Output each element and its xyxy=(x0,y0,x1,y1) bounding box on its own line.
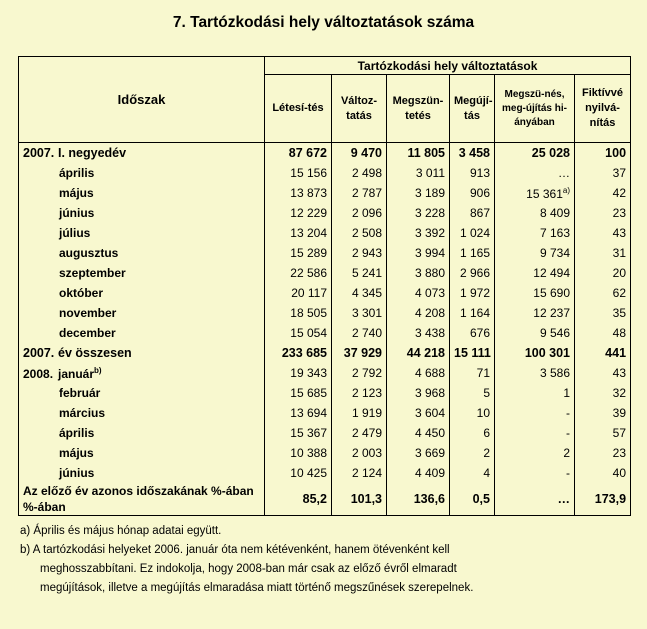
cell-value: 2 xyxy=(483,446,490,460)
cell-value: 15 361 xyxy=(526,186,563,201)
table-cell xyxy=(575,363,631,383)
comparison-value: 173,9 xyxy=(575,483,631,516)
cell-value: 22 586 xyxy=(290,266,327,280)
table-cell xyxy=(495,383,575,403)
cell-value: 31 xyxy=(612,246,627,260)
comparison-value: … xyxy=(495,483,575,516)
table-cell xyxy=(450,283,495,303)
cell-value: 913 xyxy=(469,166,490,180)
table-cell xyxy=(387,463,450,483)
cell-value: 15 289 xyxy=(290,246,327,260)
cell-value: 25 028 xyxy=(531,146,570,160)
row-label xyxy=(19,243,265,263)
table-cell xyxy=(387,183,450,203)
header-group: Tartózkodási hely változtatások xyxy=(265,57,631,75)
table-cell xyxy=(450,323,495,343)
header-col-megujitas: Megújí-tás xyxy=(450,75,495,143)
row-label-text: január xyxy=(58,366,95,381)
cell-value: 35 xyxy=(612,306,627,320)
table-row xyxy=(19,323,631,343)
table-cell xyxy=(387,403,450,423)
cell-value: 3 994 xyxy=(414,246,445,260)
table-cell xyxy=(495,423,575,443)
table-cell xyxy=(332,203,387,223)
table-cell xyxy=(387,343,450,363)
table-cell xyxy=(387,243,450,263)
table-cell xyxy=(495,343,575,363)
page-title: 7. Tartózkodási hely változtatások száma xyxy=(172,14,475,31)
cell-value: 20 117 xyxy=(291,286,327,300)
cell-value: 10 388 xyxy=(290,446,327,460)
row-label xyxy=(19,303,265,323)
cell-value: 40 xyxy=(612,466,627,480)
row-label xyxy=(19,463,265,483)
row-label-text: október xyxy=(59,286,104,300)
row-year: 2008. xyxy=(23,366,54,381)
cell-value: 42 xyxy=(612,186,627,200)
table-cell xyxy=(495,143,575,164)
table-row xyxy=(19,463,631,483)
cell-value: 3 669 xyxy=(414,446,445,460)
table-cell xyxy=(495,303,575,323)
table-cell xyxy=(450,403,495,423)
cell-value: 2 003 xyxy=(351,446,382,460)
table-cell xyxy=(575,243,631,263)
table-cell xyxy=(387,143,450,164)
table-cell xyxy=(495,223,575,243)
cell-value: 12 494 xyxy=(533,266,570,280)
comparison-value: 85,2 xyxy=(265,483,332,516)
table-cell xyxy=(332,223,387,243)
cell-value: 2 966 xyxy=(459,266,490,280)
row-year: 2007. xyxy=(23,346,55,360)
row-label-text: I. negyedév xyxy=(58,146,127,160)
footnote-b-line2: meghosszabbítani. Ez indokolja, hogy 2008-ban már csak az előző évről elmaradt xyxy=(40,563,457,575)
cell-value: 19 343 xyxy=(290,366,327,380)
table-cell xyxy=(387,423,450,443)
table-cell xyxy=(387,443,450,463)
cell-value: 4 688 xyxy=(414,366,445,380)
cell-value: 39 xyxy=(612,406,627,420)
cell-value: 2 740 xyxy=(351,326,382,340)
cell-value: 2 124 xyxy=(351,466,382,480)
row-label-text: április xyxy=(59,166,95,180)
cell-value: 9 734 xyxy=(539,246,570,260)
table-cell xyxy=(387,223,450,243)
table-cell xyxy=(575,183,631,203)
cell-value: 18 505 xyxy=(290,306,327,320)
footnote-marker: b) xyxy=(94,365,102,375)
table-cell xyxy=(450,383,495,403)
cell-value: 37 929 xyxy=(343,346,382,360)
table-cell xyxy=(575,423,631,443)
row-label-text: szeptember xyxy=(59,266,126,280)
row-label-text: március xyxy=(59,406,106,420)
row-label-text: február xyxy=(59,386,101,400)
footnote-marker: a) xyxy=(562,185,570,195)
table-cell xyxy=(265,223,332,243)
table-cell xyxy=(387,303,450,323)
table-cell xyxy=(332,403,387,423)
cell-value: 87 672 xyxy=(288,146,327,160)
cell-value: 100 301 xyxy=(524,346,570,360)
table-cell xyxy=(265,443,332,463)
header-col-megszuntetes: Megszün-tetés xyxy=(387,75,450,143)
cell-value: 1 972 xyxy=(459,286,490,300)
cell-value: 9 470 xyxy=(350,146,382,160)
table-cell xyxy=(495,323,575,343)
table-cell xyxy=(495,203,575,223)
table-cell xyxy=(450,343,495,363)
row-label-text: május xyxy=(59,446,94,460)
row-label-text: augusztus xyxy=(59,246,119,260)
table-cell xyxy=(387,323,450,343)
cell-value: 2 479 xyxy=(351,426,382,440)
table-cell xyxy=(265,243,332,263)
cell-value: 44 218 xyxy=(406,346,445,360)
table-cell xyxy=(575,143,631,164)
cell-value: 2 787 xyxy=(351,186,382,200)
table-row xyxy=(19,363,631,383)
table-cell xyxy=(265,423,332,443)
table-cell xyxy=(265,303,332,323)
row-label-text: május xyxy=(59,186,94,200)
cell-value: 2 498 xyxy=(351,166,382,180)
table-row xyxy=(19,243,631,263)
row-label-text: április xyxy=(59,426,95,440)
table-cell xyxy=(575,303,631,323)
table-cell xyxy=(575,163,631,183)
table-cell xyxy=(450,243,495,263)
row-label xyxy=(19,183,265,203)
cell-value: 13 873 xyxy=(290,186,327,200)
table-cell xyxy=(332,323,387,343)
cell-value: 6 xyxy=(483,426,490,440)
cell-value: 43 xyxy=(612,366,627,380)
table-row xyxy=(19,443,631,463)
cell-value: 3 880 xyxy=(414,266,445,280)
table-cell xyxy=(265,383,332,403)
cell-value: 1 919 xyxy=(351,406,382,420)
cell-value: 15 111 xyxy=(454,346,491,360)
cell-value: 23 xyxy=(612,446,627,460)
cell-value: 10 xyxy=(476,406,490,420)
footnote-b-line1: b) A tartózkodási helyeket 2006. január óta nem kétévenként, hanem ötévenként kell xyxy=(20,544,450,556)
table-cell xyxy=(387,283,450,303)
table-cell xyxy=(450,303,495,323)
cell-value: 5 241 xyxy=(351,266,382,280)
cell-value: 12 229 xyxy=(290,206,327,220)
table-cell xyxy=(265,283,332,303)
cell-value: 2 xyxy=(563,446,570,460)
table-cell xyxy=(450,183,495,203)
table-cell xyxy=(575,403,631,423)
table-cell xyxy=(332,183,387,203)
cell-value: 15 367 xyxy=(290,426,327,440)
table-cell xyxy=(450,203,495,223)
cell-value: 3 438 xyxy=(414,326,445,340)
cell-value: 8 409 xyxy=(539,206,570,220)
table-cell xyxy=(332,383,387,403)
table-row xyxy=(19,163,631,183)
table-cell xyxy=(450,143,495,164)
header-col-valtoztatas: Változ-tatás xyxy=(332,75,387,143)
table-row xyxy=(19,423,631,443)
cell-value: 4 208 xyxy=(414,306,445,320)
row-label xyxy=(19,323,265,343)
cell-value: 233 685 xyxy=(281,346,327,360)
cell-value: 100 xyxy=(605,146,627,160)
table-row xyxy=(19,183,631,203)
table-cell xyxy=(575,283,631,303)
cell-value: 5 xyxy=(483,386,490,400)
table-row xyxy=(19,403,631,423)
cell-value: 4 345 xyxy=(351,286,382,300)
table-cell xyxy=(575,263,631,283)
comparison-value: 136,6 xyxy=(387,483,450,516)
row-label xyxy=(19,363,265,383)
table-cell xyxy=(332,163,387,183)
table-cell xyxy=(387,363,450,383)
table-cell xyxy=(450,223,495,243)
table-cell xyxy=(265,403,332,423)
table-cell xyxy=(495,183,575,203)
table-cell xyxy=(450,463,495,483)
table-row xyxy=(19,383,631,403)
cell-value: - xyxy=(566,426,570,440)
table-cell xyxy=(332,363,387,383)
cell-value: 1 024 xyxy=(459,226,490,240)
header-col-megszunes: Megszü-nés, meg-újítás hi-ányában xyxy=(495,75,575,143)
row-label-text: június xyxy=(59,466,95,480)
cell-value: 4 xyxy=(483,466,490,480)
cell-value: 1 xyxy=(563,386,570,400)
table-row xyxy=(19,283,631,303)
cell-value: 4 073 xyxy=(414,286,445,300)
row-label xyxy=(19,403,265,423)
footnote-a: a) Április és május hónap adatai együtt. xyxy=(20,525,222,537)
cell-value: 13 204 xyxy=(290,226,327,240)
cell-value: 62 xyxy=(612,286,627,300)
table-cell xyxy=(332,143,387,164)
cell-value: 3 604 xyxy=(414,406,445,420)
cell-value: 3 968 xyxy=(414,386,445,400)
cell-value: 1 164 xyxy=(459,306,490,320)
table-row xyxy=(19,263,631,283)
row-label-text: június xyxy=(59,206,95,220)
cell-value: 12 237 xyxy=(533,306,570,320)
table-cell xyxy=(450,263,495,283)
comparison-value: 101,3 xyxy=(332,483,387,516)
table-cell xyxy=(265,363,332,383)
cell-value: 4 409 xyxy=(414,466,445,480)
cell-value: 32 xyxy=(612,386,627,400)
table-cell xyxy=(575,383,631,403)
cell-value: 2 096 xyxy=(351,206,382,220)
row-label xyxy=(19,263,265,283)
cell-value: 37 xyxy=(612,166,627,180)
row-label xyxy=(19,443,265,463)
cell-value: 3 011 xyxy=(415,166,445,180)
cell-value: 3 458 xyxy=(458,146,490,160)
table-cell xyxy=(332,463,387,483)
cell-value: 4 450 xyxy=(414,426,445,440)
row-label xyxy=(19,343,265,363)
footnote-b-line3: megújítások, illetve a megújítás elmaradása miatt történő megszűnések szerepelnek. xyxy=(40,582,474,594)
cell-value: 13 694 xyxy=(290,406,327,420)
cell-value: 2 943 xyxy=(351,246,382,260)
table-cell xyxy=(265,263,332,283)
table-cell xyxy=(575,343,631,363)
table-cell xyxy=(495,463,575,483)
cell-value: 15 054 xyxy=(290,326,327,340)
table-row xyxy=(19,143,631,164)
row-label-text: július xyxy=(59,226,91,240)
data-table xyxy=(18,56,631,516)
row-label-text: év összesen xyxy=(58,346,132,360)
table-cell xyxy=(332,443,387,463)
table-cell xyxy=(265,343,332,363)
cell-value: - xyxy=(566,406,570,420)
cell-value: 867 xyxy=(469,206,490,220)
table-cell xyxy=(495,243,575,263)
table-row xyxy=(19,343,631,363)
cell-value: 10 425 xyxy=(290,466,327,480)
cell-value: 3 392 xyxy=(414,226,445,240)
table-cell xyxy=(265,203,332,223)
footnotes xyxy=(20,522,630,598)
cell-value: 71 xyxy=(476,366,490,380)
cell-value: 2 792 xyxy=(351,366,382,380)
table-cell xyxy=(265,143,332,164)
row-label xyxy=(19,223,265,243)
table-cell xyxy=(575,323,631,343)
cell-value: 441 xyxy=(605,346,627,360)
table-cell xyxy=(387,203,450,223)
comparison-label: Az előző év azonos időszakának %-ában %-ában xyxy=(19,483,265,516)
row-label-text: november xyxy=(59,306,117,320)
table-cell xyxy=(495,163,575,183)
table-cell xyxy=(450,163,495,183)
header-period: Időszak xyxy=(19,57,265,143)
cell-value: 3 586 xyxy=(539,366,570,380)
cell-value: 15 690 xyxy=(533,286,570,300)
table-cell xyxy=(450,363,495,383)
table-cell xyxy=(332,303,387,323)
cell-value: 20 xyxy=(612,266,627,280)
table-cell xyxy=(265,323,332,343)
table-cell xyxy=(265,163,332,183)
header-col-letesites: Létesí-tés xyxy=(265,75,332,143)
table-cell xyxy=(387,383,450,403)
cell-value: 2 123 xyxy=(351,386,382,400)
table-row xyxy=(19,203,631,223)
header-col-fiktiv: Fiktívvé nyilvá-nítás xyxy=(575,75,631,143)
cell-value: 48 xyxy=(612,326,627,340)
cell-value: 906 xyxy=(469,186,490,200)
table-cell xyxy=(332,423,387,443)
cell-value: 15 685 xyxy=(290,386,327,400)
cell-value: 7 163 xyxy=(539,226,570,240)
table-row xyxy=(19,223,631,243)
cell-value: 1 165 xyxy=(459,246,490,260)
table-cell xyxy=(575,223,631,243)
cell-value: 3 189 xyxy=(414,186,445,200)
table-cell xyxy=(495,443,575,463)
row-label xyxy=(19,283,265,303)
cell-value: 9 546 xyxy=(539,326,570,340)
row-year: 2007. xyxy=(23,146,55,160)
table-cell xyxy=(575,203,631,223)
table-cell xyxy=(265,463,332,483)
row-label xyxy=(19,423,265,443)
table-cell xyxy=(332,283,387,303)
cell-value: … xyxy=(558,166,570,180)
table-cell xyxy=(575,463,631,483)
row-label xyxy=(19,163,265,183)
row-label xyxy=(19,383,265,403)
cell-value: 43 xyxy=(612,226,627,240)
table-cell xyxy=(332,243,387,263)
cell-value: 3 301 xyxy=(351,306,382,320)
cell-value: 2 508 xyxy=(351,226,382,240)
table-cell xyxy=(495,263,575,283)
table-cell xyxy=(495,403,575,423)
table-cell xyxy=(332,263,387,283)
cell-value: 57 xyxy=(612,426,627,440)
table-cell xyxy=(495,283,575,303)
cell-value: 11 805 xyxy=(407,146,445,160)
comparison-row xyxy=(19,483,631,516)
row-label xyxy=(19,203,265,223)
table-cell xyxy=(450,443,495,463)
cell-value: 3 228 xyxy=(414,206,445,220)
table-cell xyxy=(495,363,575,383)
row-label-text: december xyxy=(59,326,116,340)
table-cell xyxy=(265,183,332,203)
table-cell xyxy=(387,163,450,183)
cell-value: 676 xyxy=(469,326,490,340)
cell-value: 15 156 xyxy=(290,166,327,180)
table-cell xyxy=(387,263,450,283)
cell-value: 23 xyxy=(612,206,627,220)
table-cell xyxy=(450,423,495,443)
table-cell xyxy=(575,443,631,463)
table-row xyxy=(19,303,631,323)
row-label xyxy=(19,143,265,164)
cell-value: - xyxy=(566,466,570,480)
comparison-value: 0,5 xyxy=(450,483,495,516)
table-cell xyxy=(332,343,387,363)
